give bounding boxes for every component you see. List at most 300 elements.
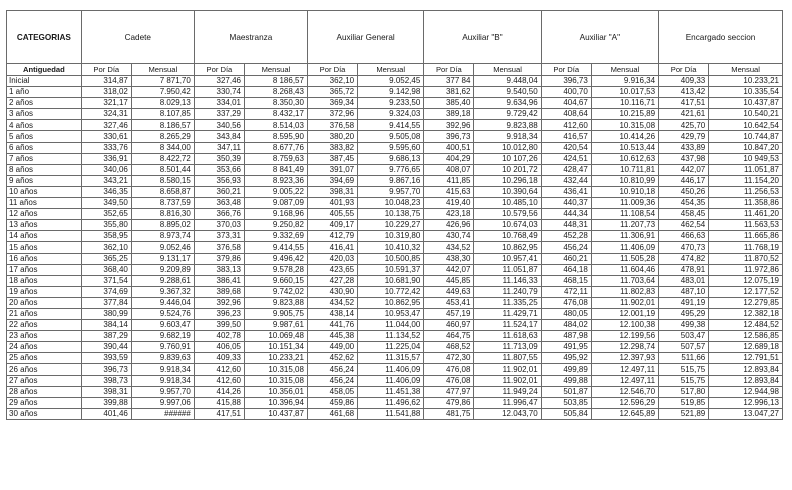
table-row xyxy=(7,220,783,231)
cell-por-dia: 327,46 xyxy=(194,76,244,87)
cell-por-dia: 365,25 xyxy=(81,253,131,264)
header-cat-auxiliar-a: Auxiliar "A" xyxy=(541,11,658,64)
table-row xyxy=(7,320,783,331)
cell-mensual: 12.791,51 xyxy=(709,353,783,364)
header-por-dia: Por Día xyxy=(81,64,131,76)
cell-mensual: 10.744,87 xyxy=(709,131,783,142)
cell-mensual: 10.315,08 xyxy=(591,120,658,131)
cell-por-dia: 363,48 xyxy=(194,198,244,209)
cell-por-dia: 373,31 xyxy=(194,231,244,242)
cell-por-dia: 386,41 xyxy=(194,275,244,286)
cell-mensual: 11.207,73 xyxy=(591,220,658,231)
row-label: 18 años xyxy=(7,275,82,286)
cell-por-dia: 340,56 xyxy=(194,120,244,131)
table-row xyxy=(7,275,783,286)
cell-por-dia: 391,07 xyxy=(307,164,357,175)
row-label: 12 años xyxy=(7,209,82,220)
cell-mensual: 11.315,57 xyxy=(358,353,424,364)
row-label: 5 años xyxy=(7,131,82,142)
cell-mensual: 12.944,98 xyxy=(709,386,783,397)
cell-por-dia: 389,18 xyxy=(424,109,474,120)
cell-por-dia: 340,06 xyxy=(81,164,131,175)
table-row xyxy=(7,242,783,253)
cell-mensual: 11.051,87 xyxy=(474,264,541,275)
cell-mensual: 11.604,46 xyxy=(591,264,658,275)
cell-mensual: 9.250,82 xyxy=(244,220,307,231)
header-categories-row xyxy=(7,11,783,64)
table-row xyxy=(7,408,783,419)
cell-por-dia: 478,91 xyxy=(659,264,709,275)
cell-mensual: 9.660,15 xyxy=(244,275,307,286)
cell-por-dia: 420,03 xyxy=(307,253,357,264)
cell-por-dia: 377 84 xyxy=(424,76,474,87)
cell-mensual: 12.199,56 xyxy=(591,331,658,342)
cell-por-dia: 515,75 xyxy=(659,364,709,375)
cell-mensual: 9.168,96 xyxy=(244,209,307,220)
cell-por-dia: 412,79 xyxy=(307,231,357,242)
table-row xyxy=(7,186,783,197)
header-categorias: CATEGORIAS xyxy=(7,11,82,64)
cell-mensual: 10 949,53 xyxy=(709,153,783,164)
cell-por-dia: 430,74 xyxy=(424,231,474,242)
cell-por-dia: 400,70 xyxy=(541,87,591,98)
cell-por-dia: 336,91 xyxy=(81,153,131,164)
cell-por-dia: 481,75 xyxy=(424,408,474,419)
cell-por-dia: 385,40 xyxy=(424,98,474,109)
cell-mensual: 9.324,03 xyxy=(358,109,424,120)
cell-mensual: 10.069,48 xyxy=(244,331,307,342)
cell-mensual: 11.256,53 xyxy=(709,186,783,197)
header-mensual: Mensual xyxy=(131,64,194,76)
cell-mensual: 12.001,19 xyxy=(591,308,658,319)
row-label: 26 años xyxy=(7,364,82,375)
cell-mensual: 9.918,34 xyxy=(131,375,194,386)
cell-por-dia: 347,11 xyxy=(194,142,244,153)
cell-por-dia: 480,05 xyxy=(541,308,591,319)
cell-mensual: 11.902,01 xyxy=(474,375,541,386)
cell-por-dia: 404,29 xyxy=(424,153,474,164)
cell-mensual: 10.681,90 xyxy=(358,275,424,286)
header-antiguedad: Antiguedad xyxy=(7,64,82,76)
cell-por-dia: 409,17 xyxy=(307,220,357,231)
cell-mensual: 10.674,03 xyxy=(474,220,541,231)
cell-por-dia: 337,29 xyxy=(194,109,244,120)
cell-por-dia: 409,33 xyxy=(194,353,244,364)
cell-por-dia: 437,98 xyxy=(659,153,709,164)
cell-mensual: 10.711,81 xyxy=(591,164,658,175)
cell-por-dia: 352,65 xyxy=(81,209,131,220)
cell-por-dia: 452,28 xyxy=(541,231,591,242)
cell-mensual: 8 186,57 xyxy=(244,76,307,87)
header-por-dia: Por Día xyxy=(307,64,357,76)
cell-por-dia: 421,61 xyxy=(659,109,709,120)
cell-mensual: 10.540,21 xyxy=(709,109,783,120)
cell-por-dia: 374,69 xyxy=(81,286,131,297)
cell-por-dia: 369,34 xyxy=(307,98,357,109)
cell-mensual: 12.279,85 xyxy=(709,297,783,308)
row-label: 27 años xyxy=(7,375,82,386)
row-label: 3 años xyxy=(7,109,82,120)
cell-por-dia: 456,24 xyxy=(541,242,591,253)
row-label: 7 años xyxy=(7,153,82,164)
cell-por-dia: 396,73 xyxy=(541,76,591,87)
cell-por-dia: 350,39 xyxy=(194,153,244,164)
cell-por-dia: 393,59 xyxy=(81,353,131,364)
cell-por-dia: 459,86 xyxy=(307,397,357,408)
cell-mensual: 8.658,87 xyxy=(131,186,194,197)
cell-por-dia: 399,50 xyxy=(194,320,244,331)
cell-por-dia: 417,51 xyxy=(659,98,709,109)
cell-por-dia: 438,30 xyxy=(424,253,474,264)
salary-table-sheet xyxy=(6,10,783,420)
cell-mensual: 11.902,01 xyxy=(474,364,541,375)
cell-mensual: 9.686,13 xyxy=(358,153,424,164)
cell-por-dia: 372,96 xyxy=(307,109,357,120)
cell-por-dia: 464,75 xyxy=(424,331,474,342)
row-label: 16 años xyxy=(7,253,82,264)
cell-mensual: 10.233,21 xyxy=(709,76,783,87)
cell-mensual: 11.406,09 xyxy=(358,364,424,375)
cell-mensual: 11.306,91 xyxy=(591,231,658,242)
table-row xyxy=(7,286,783,297)
cell-por-dia: 346,35 xyxy=(81,186,131,197)
cell-mensual: 9.823,88 xyxy=(474,120,541,131)
cell-mensual: 12.893,84 xyxy=(709,364,783,375)
cell-por-dia: 392,96 xyxy=(424,120,474,131)
cell-mensual: 10.151,34 xyxy=(244,342,307,353)
row-label: 17 años xyxy=(7,264,82,275)
cell-por-dia: 377,84 xyxy=(81,297,131,308)
row-label: 21 años xyxy=(7,308,82,319)
cell-mensual: 12.177,52 xyxy=(709,286,783,297)
cell-por-dia: 456,24 xyxy=(307,364,357,375)
cell-por-dia: 462,54 xyxy=(659,220,709,231)
cell-mensual: 11.134,52 xyxy=(358,331,424,342)
cell-por-dia: 503,47 xyxy=(659,331,709,342)
cell-mensual: 8.737,59 xyxy=(131,198,194,209)
cell-por-dia: 472,30 xyxy=(424,353,474,364)
cell-mensual: 10.315,08 xyxy=(244,375,307,386)
cell-por-dia: 507,57 xyxy=(659,342,709,353)
cell-mensual: 11.009,36 xyxy=(591,198,658,209)
cell-mensual: 11.996,47 xyxy=(474,397,541,408)
cell-por-dia: 396,73 xyxy=(424,131,474,142)
row-label: 11 años xyxy=(7,198,82,209)
cell-por-dia: 449,00 xyxy=(307,342,357,353)
cell-mensual: 9.957,70 xyxy=(131,386,194,397)
cell-mensual: 9.839,63 xyxy=(131,353,194,364)
cell-mensual: 10.017,53 xyxy=(591,87,658,98)
cell-por-dia: 468,15 xyxy=(541,275,591,286)
cell-mensual: 12.100,38 xyxy=(591,320,658,331)
cell-mensual: 12.382,18 xyxy=(709,308,783,319)
row-label: 4 años xyxy=(7,120,82,131)
cell-mensual: 9.905,75 xyxy=(244,308,307,319)
cell-por-dia: 414,26 xyxy=(194,386,244,397)
cell-por-dia: 505,84 xyxy=(541,408,591,419)
cell-por-dia: 408,07 xyxy=(424,164,474,175)
cell-por-dia: 400,51 xyxy=(424,142,474,153)
cell-mensual: 11.665,86 xyxy=(709,231,783,242)
cell-mensual: 10.910,18 xyxy=(591,186,658,197)
cell-mensual: 8.268,43 xyxy=(244,87,307,98)
cell-mensual: 10.642,54 xyxy=(709,120,783,131)
cell-mensual: 12.689,18 xyxy=(709,342,783,353)
cell-mensual: 11.505,28 xyxy=(591,253,658,264)
cell-por-dia: 368,40 xyxy=(81,264,131,275)
table-body xyxy=(7,76,783,420)
cell-por-dia: 324,31 xyxy=(81,109,131,120)
cell-por-dia: 474,82 xyxy=(659,253,709,264)
cell-por-dia: 384,14 xyxy=(81,320,131,331)
cell-mensual: 10.215,89 xyxy=(591,109,658,120)
cell-por-dia: 380,20 xyxy=(307,131,357,142)
cell-por-dia: 398,31 xyxy=(81,386,131,397)
row-label: 15 años xyxy=(7,242,82,253)
cell-por-dia: 412,60 xyxy=(194,364,244,375)
table-row xyxy=(7,153,783,164)
cell-por-dia: 390,44 xyxy=(81,342,131,353)
row-label: 28 años xyxy=(7,386,82,397)
cell-mensual: 8.107,85 xyxy=(131,109,194,120)
cell-mensual: 10.862,95 xyxy=(474,242,541,253)
cell-por-dia: 470,73 xyxy=(659,242,709,253)
cell-mensual: 9.233,50 xyxy=(358,98,424,109)
cell-por-dia: 436,41 xyxy=(541,186,591,197)
cell-por-dia: 366,76 xyxy=(194,209,244,220)
table-row xyxy=(7,331,783,342)
cell-mensual: 9.448,04 xyxy=(474,76,541,87)
cell-por-dia: 416,57 xyxy=(541,131,591,142)
header-por-dia: Por Día xyxy=(194,64,244,76)
cell-por-dia: 453,41 xyxy=(424,297,474,308)
cell-por-dia: 487,10 xyxy=(659,286,709,297)
cell-por-dia: 416,41 xyxy=(307,242,357,253)
cell-mensual: 11.703,64 xyxy=(591,275,658,286)
cell-por-dia: 450,26 xyxy=(659,186,709,197)
cell-mensual: 10.138,75 xyxy=(358,209,424,220)
table-row xyxy=(7,209,783,220)
table-row xyxy=(7,76,783,87)
cell-por-dia: 362,10 xyxy=(307,76,357,87)
cell-mensual: 12.645,89 xyxy=(591,408,658,419)
cell-por-dia: 409,33 xyxy=(659,76,709,87)
row-label: 9 años xyxy=(7,175,82,186)
cell-por-dia: 376,58 xyxy=(194,242,244,253)
cell-por-dia: 433,89 xyxy=(659,142,709,153)
cell-por-dia: 349,50 xyxy=(81,198,131,209)
cell-mensual: 10 107,26 xyxy=(474,153,541,164)
row-label: 19 años xyxy=(7,286,82,297)
cell-por-dia: 415,63 xyxy=(424,186,474,197)
cell-por-dia: 362,10 xyxy=(81,242,131,253)
cell-por-dia: 401,46 xyxy=(81,408,131,419)
cell-mensual: 8.186,57 xyxy=(131,120,194,131)
cell-por-dia: 515,75 xyxy=(659,375,709,386)
cell-mensual: 11.949,24 xyxy=(474,386,541,397)
cell-mensual: 9.867,16 xyxy=(358,175,424,186)
cell-por-dia: 343,21 xyxy=(81,175,131,186)
header-subcolumns-row xyxy=(7,64,783,76)
cell-mensual: 10.953,47 xyxy=(358,308,424,319)
cell-por-dia: 458,45 xyxy=(659,209,709,220)
cell-mensual: 9.131,17 xyxy=(131,253,194,264)
cell-por-dia: 330,61 xyxy=(81,131,131,142)
cell-mensual: 10.957,41 xyxy=(474,253,541,264)
cell-por-dia: 423,18 xyxy=(424,209,474,220)
cell-por-dia: 412,60 xyxy=(194,375,244,386)
cell-por-dia: 464,18 xyxy=(541,264,591,275)
table-row xyxy=(7,142,783,153)
cell-mensual: 12.298,74 xyxy=(591,342,658,353)
cell-por-dia: 408,64 xyxy=(541,109,591,120)
cell-por-dia: 476,08 xyxy=(541,297,591,308)
cell-mensual: 11.051,87 xyxy=(709,164,783,175)
cell-mensual: 9.142,98 xyxy=(358,87,424,98)
cell-por-dia: 491,95 xyxy=(541,342,591,353)
cell-mensual: 7.950,42 xyxy=(131,87,194,98)
cell-por-dia: 356,93 xyxy=(194,175,244,186)
row-label: 2 años xyxy=(7,98,82,109)
cell-por-dia: 383,13 xyxy=(194,264,244,275)
cell-por-dia: 444,34 xyxy=(541,209,591,220)
cell-mensual: 9.052,46 xyxy=(131,242,194,253)
cell-por-dia: 360,21 xyxy=(194,186,244,197)
cell-mensual: 11.802,83 xyxy=(591,286,658,297)
cell-mensual: 10.390,64 xyxy=(474,186,541,197)
cell-por-dia: 411,85 xyxy=(424,175,474,186)
cell-por-dia: 353,66 xyxy=(194,164,244,175)
cell-por-dia: 394,69 xyxy=(307,175,357,186)
row-label: 25 años xyxy=(7,353,82,364)
header-cat-auxiliar-b: Auxiliar "B" xyxy=(424,11,541,64)
cell-mensual: 11.461,20 xyxy=(709,209,783,220)
cell-por-dia: 370,03 xyxy=(194,220,244,231)
cell-por-dia: 412,60 xyxy=(541,120,591,131)
header-cat-auxiliar-general: Auxiliar General xyxy=(307,11,423,64)
cell-por-dia: 442,07 xyxy=(424,264,474,275)
cell-por-dia: 398,73 xyxy=(81,375,131,386)
cell-por-dia: 495,92 xyxy=(541,353,591,364)
cell-por-dia: 343,84 xyxy=(194,131,244,142)
cell-por-dia: 430,90 xyxy=(307,286,357,297)
cell-mensual: 9.729,42 xyxy=(474,109,541,120)
cell-mensual: 11.108,54 xyxy=(591,209,658,220)
cell-mensual: 9.918,34 xyxy=(131,364,194,375)
cell-mensual: 10.319,80 xyxy=(358,231,424,242)
cell-por-dia: 445,38 xyxy=(307,331,357,342)
table-row xyxy=(7,198,783,209)
cell-mensual: 13.047,27 xyxy=(709,408,783,419)
cell-por-dia: 476,08 xyxy=(424,375,474,386)
cell-mensual: 9.760,91 xyxy=(131,342,194,353)
cell-por-dia: 495,29 xyxy=(659,308,709,319)
cell-por-dia: 499,88 xyxy=(541,375,591,386)
cell-mensual: 12.497,11 xyxy=(591,364,658,375)
cell-mensual: 10.335,54 xyxy=(709,87,783,98)
cell-mensual: 9.742,02 xyxy=(244,286,307,297)
salary-table xyxy=(6,10,783,420)
cell-mensual: 8.677,76 xyxy=(244,142,307,153)
table-row xyxy=(7,308,783,319)
cell-mensual: 9.682,19 xyxy=(131,331,194,342)
row-label: 30 años xyxy=(7,408,82,419)
cell-mensual: 8.029,13 xyxy=(131,98,194,109)
cell-mensual: 12.497,11 xyxy=(591,375,658,386)
cell-por-dia: 501,87 xyxy=(541,386,591,397)
cell-mensual: 10 201,72 xyxy=(474,164,541,175)
cell-por-dia: 466,63 xyxy=(659,231,709,242)
table-row xyxy=(7,386,783,397)
cell-mensual: 11.496,62 xyxy=(358,397,424,408)
table-row xyxy=(7,231,783,242)
cell-mensual: 9.634,96 xyxy=(474,98,541,109)
header-por-dia: Por Día xyxy=(659,64,709,76)
table-row xyxy=(7,120,783,131)
cell-por-dia: 392,96 xyxy=(194,297,244,308)
cell-mensual: 9.367,32 xyxy=(131,286,194,297)
cell-por-dia: 398,31 xyxy=(307,186,357,197)
cell-por-dia: 456,24 xyxy=(307,375,357,386)
cell-mensual: 10.356,01 xyxy=(244,386,307,397)
cell-mensual: 8.514,03 xyxy=(244,120,307,131)
cell-mensual: 10.485,10 xyxy=(474,198,541,209)
cell-mensual: 10.513,44 xyxy=(591,142,658,153)
cell-mensual: 11.406,09 xyxy=(591,242,658,253)
cell-por-dia: 434,52 xyxy=(307,297,357,308)
cell-mensual: 12.075,19 xyxy=(709,275,783,286)
cell-mensual: 11.146,33 xyxy=(474,275,541,286)
cell-por-dia: 449,63 xyxy=(424,286,474,297)
cell-por-dia: 402,78 xyxy=(194,331,244,342)
table-row xyxy=(7,342,783,353)
header-por-dia: Por Día xyxy=(541,64,591,76)
cell-mensual: 11.429,71 xyxy=(474,308,541,319)
cell-mensual: 10.768,49 xyxy=(474,231,541,242)
row-label: 23 años xyxy=(7,331,82,342)
cell-mensual: 11.044,00 xyxy=(358,320,424,331)
cell-mensual: 12.546,70 xyxy=(591,386,658,397)
cell-por-dia: 415,88 xyxy=(194,397,244,408)
cell-mensual: 8.501,44 xyxy=(131,164,194,175)
cell-por-dia: 461,68 xyxy=(307,408,357,419)
cell-mensual: 10.116,71 xyxy=(591,98,658,109)
cell-mensual: 10.396,94 xyxy=(244,397,307,408)
cell-por-dia: 327,46 xyxy=(81,120,131,131)
cell-por-dia: 460,21 xyxy=(541,253,591,264)
cell-por-dia: 442,07 xyxy=(659,164,709,175)
cell-mensual: 11.451,38 xyxy=(358,386,424,397)
cell-mensual: 12.893,84 xyxy=(709,375,783,386)
table-row xyxy=(7,87,783,98)
cell-mensual: 8.816,30 xyxy=(131,209,194,220)
table-row xyxy=(7,98,783,109)
cell-mensual: 8.759,63 xyxy=(244,153,307,164)
cell-por-dia: 519,85 xyxy=(659,397,709,408)
cell-mensual: 9.005,22 xyxy=(244,186,307,197)
cell-por-dia: 452,62 xyxy=(307,353,357,364)
header-por-dia: Por Día xyxy=(424,64,474,76)
cell-mensual: 10.579,56 xyxy=(474,209,541,220)
table-row xyxy=(7,353,783,364)
cell-por-dia: 413,42 xyxy=(659,87,709,98)
cell-mensual: 10.437,87 xyxy=(244,408,307,419)
cell-mensual: 9.776,65 xyxy=(358,164,424,175)
cell-mensual: 12.996,13 xyxy=(709,397,783,408)
table-row xyxy=(7,297,783,308)
row-label: Inicial xyxy=(7,76,82,87)
row-label: 8 años xyxy=(7,164,82,175)
